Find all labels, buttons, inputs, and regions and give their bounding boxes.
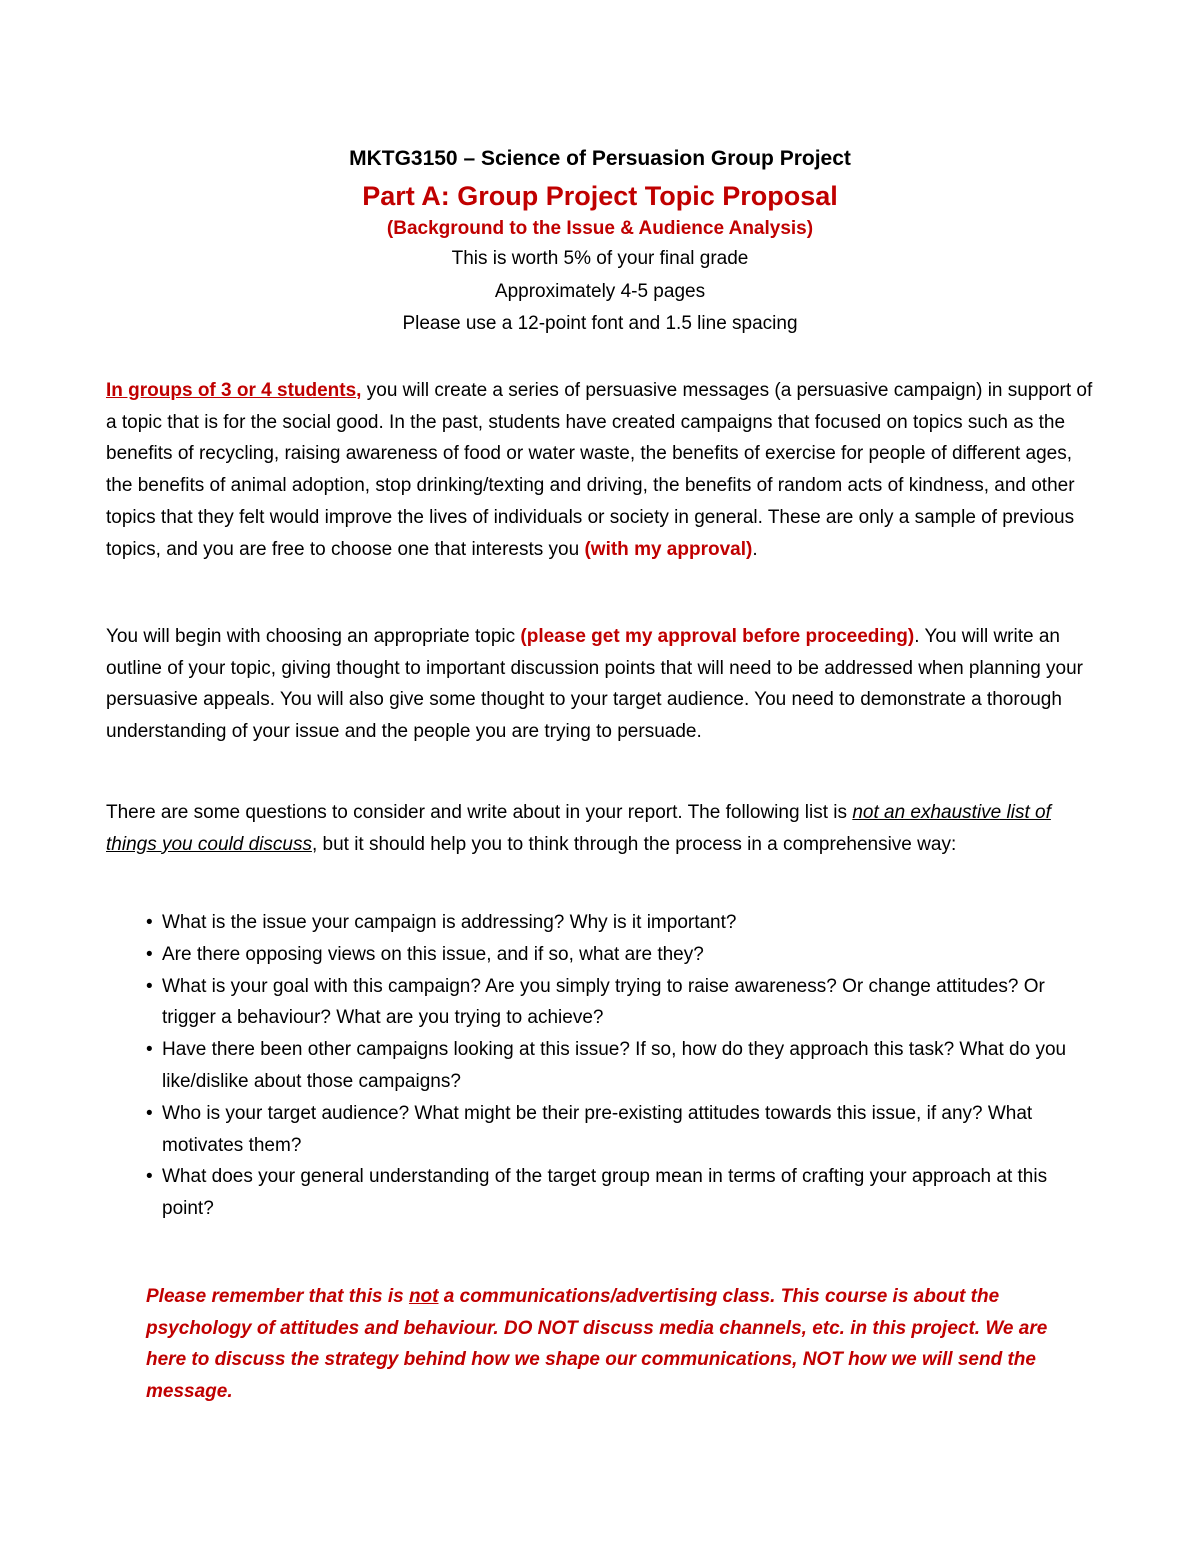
topic-text-b: . You will write an outline of your topic, giving thought to important discussion points that will need to be addressed when planning your persuasive appeals. You will also give some thought to your target audience. You need to demonstrate a thorough understanding of your issue and the people you are trying to persuade. <box>106 626 1083 743</box>
list-item-text: What does your general understanding of the target group mean in terms of crafting your approach at this point? <box>162 1166 1048 1220</box>
page-length: Approximately 4-5 pages <box>494 281 706 302</box>
bullet-icon: • <box>146 1166 153 1188</box>
list-item-text: Are there opposing views on this issue, and if so, what are they? <box>162 943 704 965</box>
questions-emphasis: not an exhaustive list of things you could discuss <box>106 802 1051 855</box>
note-text-b: a communications/advertising class. This course is about the psychology of attitudes and behaviour. DO NOT discuss media channels, etc. in this project. We are here to discuss the strategy behind how we shape our communications, NOT how we will send the message. <box>146 1286 1048 1403</box>
topic-approval-note: (please get my approval before proceeding) <box>520 626 915 647</box>
subtitle: (Background to the Issue & Audience Analysis) <box>386 218 814 239</box>
bullet-icon: • <box>146 1102 153 1124</box>
list-item <box>146 1034 1076 1098</box>
list-item-text: Have there been other campaigns looking at this issue? If so, how do they approach this task? What do you like/dislike about those campaigns? <box>162 1039 1067 1092</box>
bullet-icon: • <box>146 975 153 997</box>
list-item-text: What is your goal with this campaign? Are you simply trying to raise awareness? Or change attitudes? Or trigger a behaviour? What are you trying to achieve? <box>162 975 1045 1029</box>
list-item-text: What is the issue your campaign is addressing? Why is it important? <box>162 912 737 933</box>
reminder-note <box>146 1281 1076 1408</box>
note-text-a: Please remember that this is <box>146 1286 409 1307</box>
format-requirements: Please use a 12-point font and 1.5 line spacing <box>402 313 798 334</box>
approval-note: (with my approval) <box>584 538 753 560</box>
list-item <box>146 1098 1076 1162</box>
list-item <box>146 907 1076 939</box>
intro-paragraph <box>106 375 1096 565</box>
questions-paragraph <box>106 797 1096 860</box>
bullet-icon: • <box>146 943 153 965</box>
list-item-text: Who is your target audience? What might be their pre-existing attitudes towards this issue, if any? What motivates them? <box>162 1102 1033 1156</box>
note-not-emphasis: not <box>408 1286 439 1307</box>
intro-text: you will create a series of persuasive messages (a persuasive campaign) in support of a topic that is for the social good. In the past, students have created campaigns that focused on topics such as the benefits of recycling, raising awareness of food or water waste, the benefits of exercise for people of different ages, the benefits of animal adoption, stop drinking/texting and driving, the benefits of random acts of kindness, and other topics that they felt would improve the lives of individuals or society in general. These are only a sample of previous topics, and you are free to choose one that interests you <box>106 380 1093 560</box>
questions-text-b: , but it should help you to think through the process in a comprehensive way: <box>311 833 957 855</box>
bullet-icon: • <box>146 1039 153 1061</box>
list-item <box>146 971 1076 1035</box>
topic-paragraph <box>106 621 1096 748</box>
grade-weight: This is worth 5% of your final grade <box>451 248 749 269</box>
list-item <box>146 1161 1076 1225</box>
part-title: Part A: Group Project Topic Proposal <box>362 181 838 211</box>
question-list <box>146 907 1076 1225</box>
intro-end: . <box>752 538 758 560</box>
course-title: MKTG3150 – Science of Persuasion Group Project <box>349 147 851 170</box>
bullet-icon: • <box>146 912 153 933</box>
list-item <box>146 939 1076 971</box>
questions-text-a: There are some questions to consider and write about in your report. The following list is <box>106 802 853 823</box>
topic-text-a: You will begin with choosing an appropriate topic <box>106 626 521 647</box>
group-size-lead: In groups of 3 or 4 students, <box>106 380 362 401</box>
